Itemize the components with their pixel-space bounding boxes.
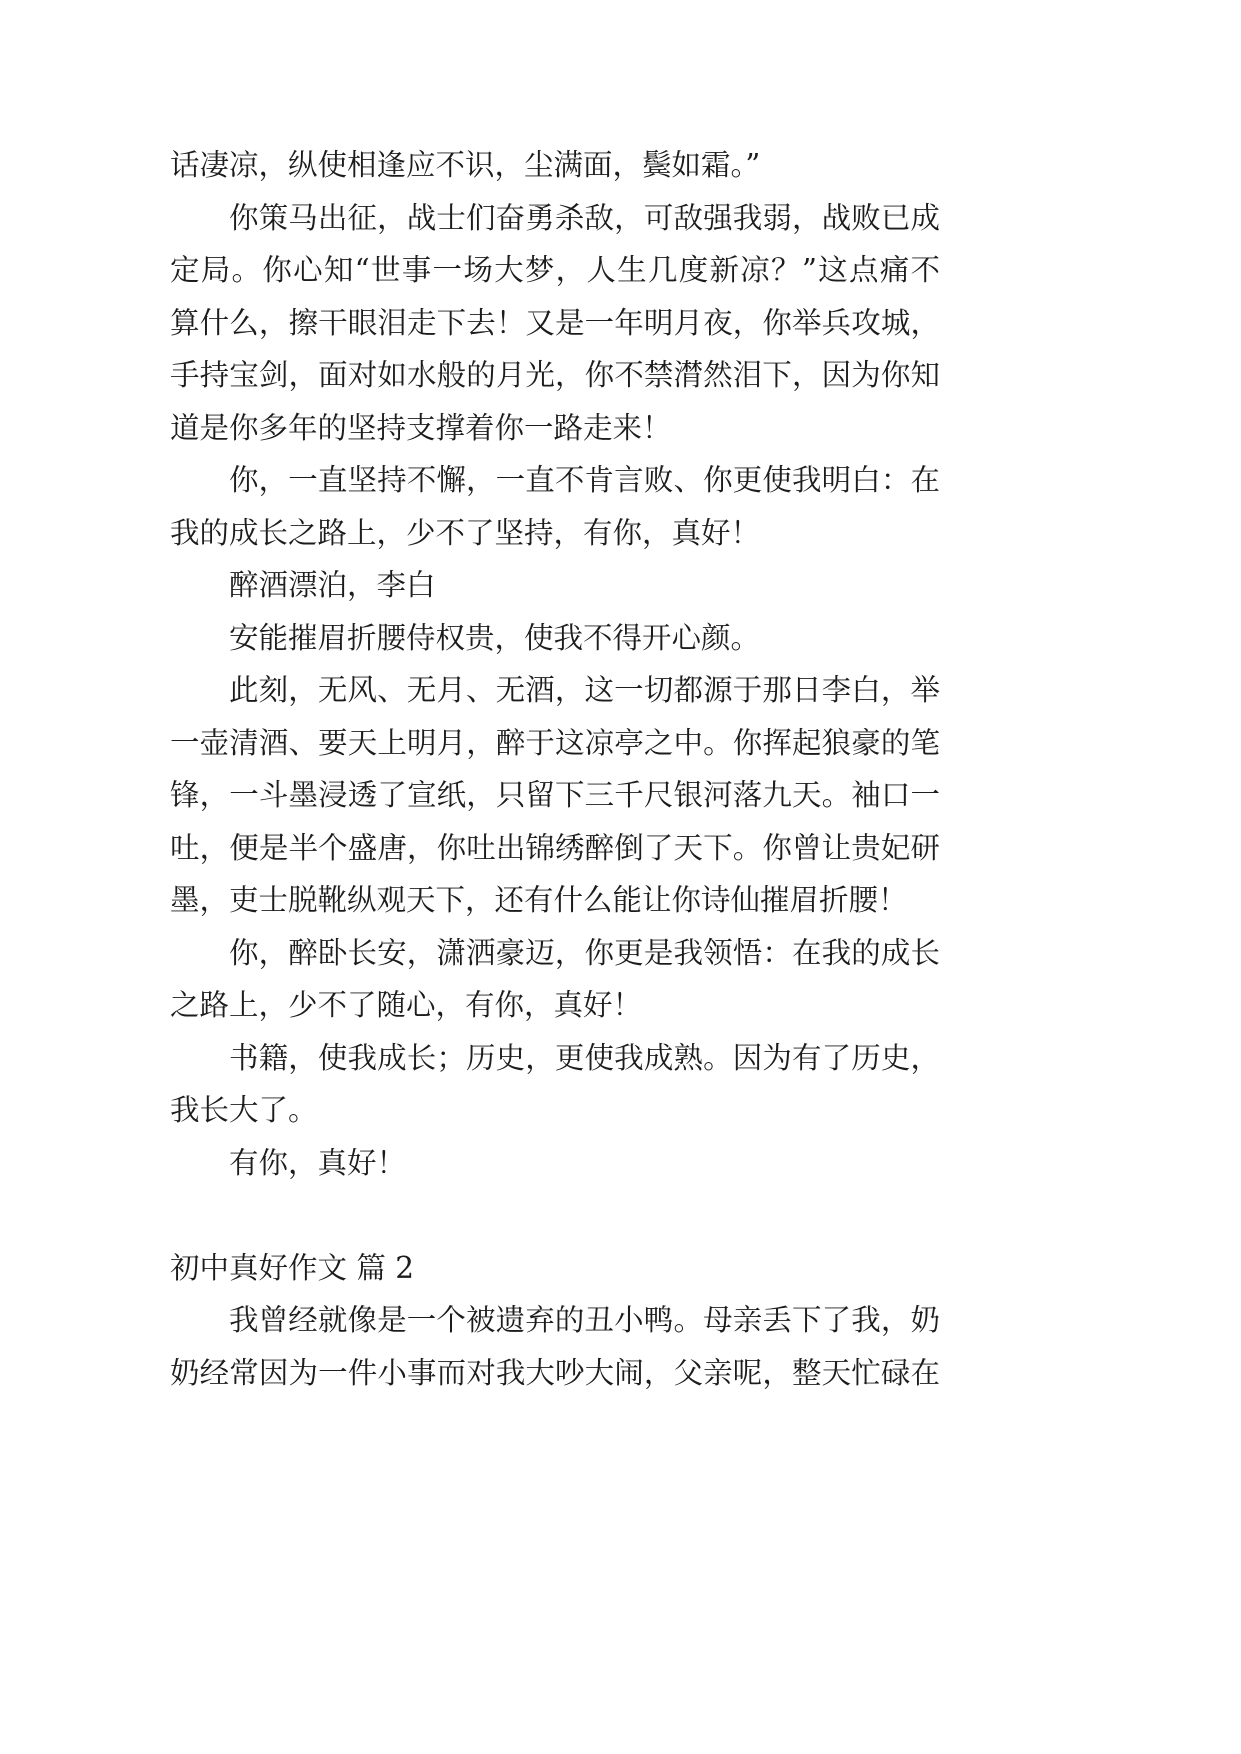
text-line: 此刻，无风、无月、无酒，这一切都源于那日李白，举 [229, 673, 940, 707]
text-line: 醉酒漂泊，李白 [229, 568, 436, 602]
paragraph [170, 454, 940, 559]
text-line: 锋，一斗墨浸透了宣纸，只留下三千尺银河落九天。袖口一 [170, 778, 940, 812]
text-line: 书籍，使我成长；历史，更使我成熟。因为有了历史， [229, 1040, 940, 1075]
text-line: 话凄凉，纵使相逢应不识，尘满面，鬓如霜。” [170, 148, 761, 182]
text-line: 我长大了。 [170, 1093, 318, 1127]
paragraph [170, 139, 940, 192]
text-line: 之路上，少不了随心，有你，真好！ [170, 988, 643, 1022]
paragraph [170, 559, 940, 612]
paragraph [170, 1032, 940, 1137]
text-line: 吐，便是半个盛唐，你吐出锦绣醉倒了天下。你曾让贵妃研 [170, 830, 940, 865]
paragraph [170, 1294, 940, 1399]
text-line: 你，一直坚持不懈，一直不肯言败、你更使我明白：在 [229, 463, 940, 497]
paragraph [170, 927, 940, 1032]
paragraph [170, 1137, 940, 1190]
text-line: 我的成长之路上，少不了坚持，有你，真好！ [170, 515, 761, 550]
text-line: 手持宝剑，面对如水般的月光，你不禁潸然泪下，因为你知 [170, 358, 940, 392]
text-line: 定局。你心知“世事一场大梦，人生几度新凉？”这点痛不 [170, 253, 940, 287]
text-column [170, 139, 940, 1399]
section-heading: 初中真好作文 篇 2 [170, 1250, 415, 1285]
section-gap [170, 1189, 940, 1242]
text-line: 奶经常因为一件小事而对我大吵大闹，父亲呢，整天忙碌在 [170, 1355, 940, 1390]
text-line: 道是你多年的坚持支撑着你一路走来！ [170, 410, 672, 445]
text-line: 安能摧眉折腰侍权贵，使我不得开心颜。 [229, 620, 761, 655]
paragraph [170, 664, 940, 927]
text-line: 算什么，擦干眼泪走下去！又是一年明月夜，你举兵攻城， [170, 305, 940, 340]
paragraph [170, 192, 940, 455]
text-line: 墨，吏士脱靴纵观天下，还有什么能让你诗仙摧眉折腰！ [170, 883, 908, 917]
text-line: 我曾经就像是一个被遗弃的丑小鸭。母亲丢下了我，奶 [229, 1303, 940, 1337]
text-line: 你策马出征，战士们奋勇杀敌，可敌强我弱，战败已成 [229, 200, 940, 235]
text-line: 你，醉卧长安，潇洒豪迈，你更是我领悟：在我的成长 [229, 935, 940, 970]
text-line: 有你，真好！ [229, 1145, 407, 1180]
paragraph [170, 612, 940, 665]
text-line: 一壶清酒、要天上明月，醉于这凉亭之中。你挥起狼豪的笔 [170, 725, 940, 760]
